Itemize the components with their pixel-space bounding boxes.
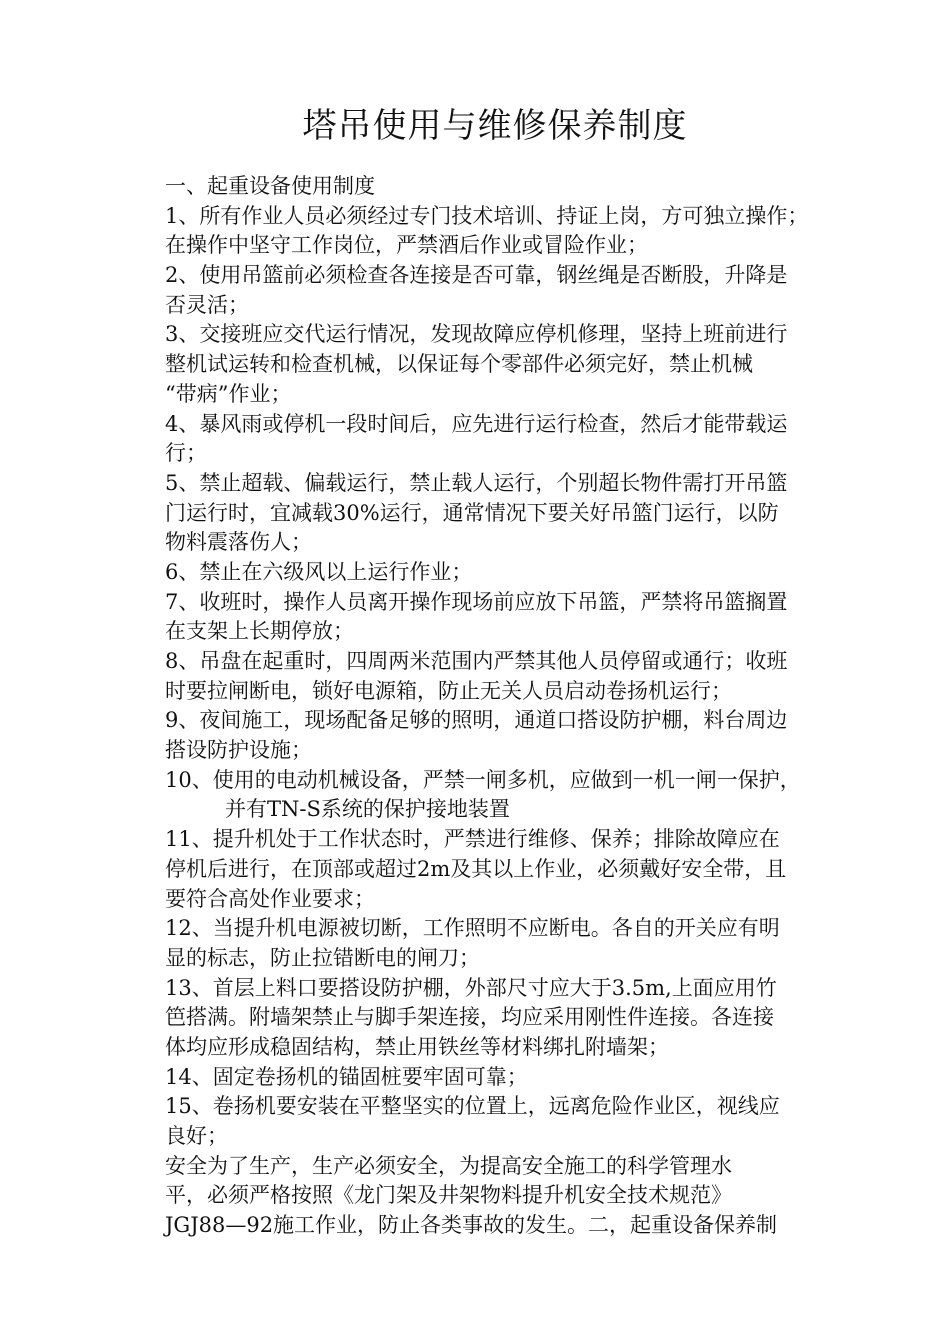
text-line: 要符合高处作业要求； <box>165 886 375 911</box>
text-line: 13、首层上料口要搭设防护棚，外部尺寸应大于3.5m,上面应用竹 <box>165 975 777 1000</box>
text-line: 12、当提升机电源被切断，工作照明不应断电。各自的开关应有明 <box>165 916 780 941</box>
text-line: 门运行时，宜减载30%运行，通常情况下要关好吊篮门运行，以防 <box>165 500 779 525</box>
text-line: 在支架上长期停放； <box>165 619 354 644</box>
text-line: 平，必须严格按照《龙门架及井架物料提升机安全技术规范》 <box>165 1183 732 1208</box>
document-body <box>165 172 845 1241</box>
text-line: 时要拉闸断电，锁好电源箱，防止无关人员启动卷扬机运行； <box>165 678 732 703</box>
text-line: 8、吊盘在起重时，四周两米范围内严禁其他人员停留或通行；收班 <box>165 649 788 673</box>
text-line: JGJ88—92施工作业，防止各类事故的发生。二，起重设备保养制 <box>165 1213 778 1238</box>
text-line: 14、固定卷扬机的锚固桩要牢固可靠； <box>165 1064 528 1089</box>
document-title: 塔吊使用与维修保养制度 <box>302 106 688 146</box>
text-line: 1、所有作业人员必须经过专门技术培训、持证上岗，方可独立操作； <box>165 203 809 228</box>
text-line: 安全为了生产，生产必须安全，为提高安全施工的科学管理水 <box>165 1153 732 1178</box>
text-line: 在操作中坚守工作岗位，严禁酒后作业或冒险作业； <box>165 233 648 258</box>
text-line: 显的标志，防止拉错断电的闸刀； <box>165 945 480 970</box>
text-line: 体均应形成稳固结构，禁止用铁丝等材料绑扎附墙架； <box>165 1034 669 1059</box>
text-line: 3、交接班应交代运行情况，发现故障应停机修理，坚持上班前进行 <box>165 322 788 347</box>
text-line: 4、暴风雨或停机一段时间后，应先进行运行检查，然后才能带载运 <box>165 411 788 436</box>
text-line: 2、使用吊篮前必须检查各连接是否可靠，钢丝绳是否断股，升降是 <box>165 263 788 288</box>
text-line: 15、卷扬机要安装在平整坚实的位置上，远离危险作业区，视线应 <box>165 1094 780 1119</box>
text-line: 6、禁止在六级风以上运行作业； <box>165 559 473 584</box>
text-line: 5、禁止超载、偏载运行，禁止载人运行，个别超长物件需打开吊篮 <box>165 470 788 495</box>
text-line: “带病”作业； <box>165 381 292 406</box>
text-line: 搭设防护设施； <box>165 738 312 763</box>
text-line: 整机试运转和检查机械，以保证每个零部件必须完好，禁止机械 <box>165 352 753 377</box>
text-line: 停机后进行，在顶部或超过2m及其以上作业，必须戴好安全带，且 <box>165 856 787 881</box>
text-line-indented: 并有TN-S系统的保护接地装置 <box>225 797 510 822</box>
text-line: 9、夜间施工，现场配备足够的照明，通道口搭设防护棚，料台周边 <box>165 708 788 733</box>
text-line: 物料震落伤人； <box>165 530 312 555</box>
text-line: 7、收班时，操作人员离开操作现场前应放下吊篮，严禁将吊篮搁置 <box>165 589 788 614</box>
text-line: 良好； <box>165 1124 228 1148</box>
text-line: 笆搭满。附墙架禁止与脚手架连接，均应采用刚性件连接。各连接 <box>165 1005 774 1030</box>
section-heading: 一、起重设备使用制度 <box>165 174 375 198</box>
text-line: 行； <box>165 441 207 466</box>
text-line: 10、使用的电动机械设备，严禁一闸多机，应做到一机一闸一保护， <box>165 767 801 792</box>
text-line: 否灵活； <box>165 292 249 317</box>
text-line: 11、提升机处于工作状态时，严禁进行维修、保养；排除故障应在 <box>165 827 780 852</box>
